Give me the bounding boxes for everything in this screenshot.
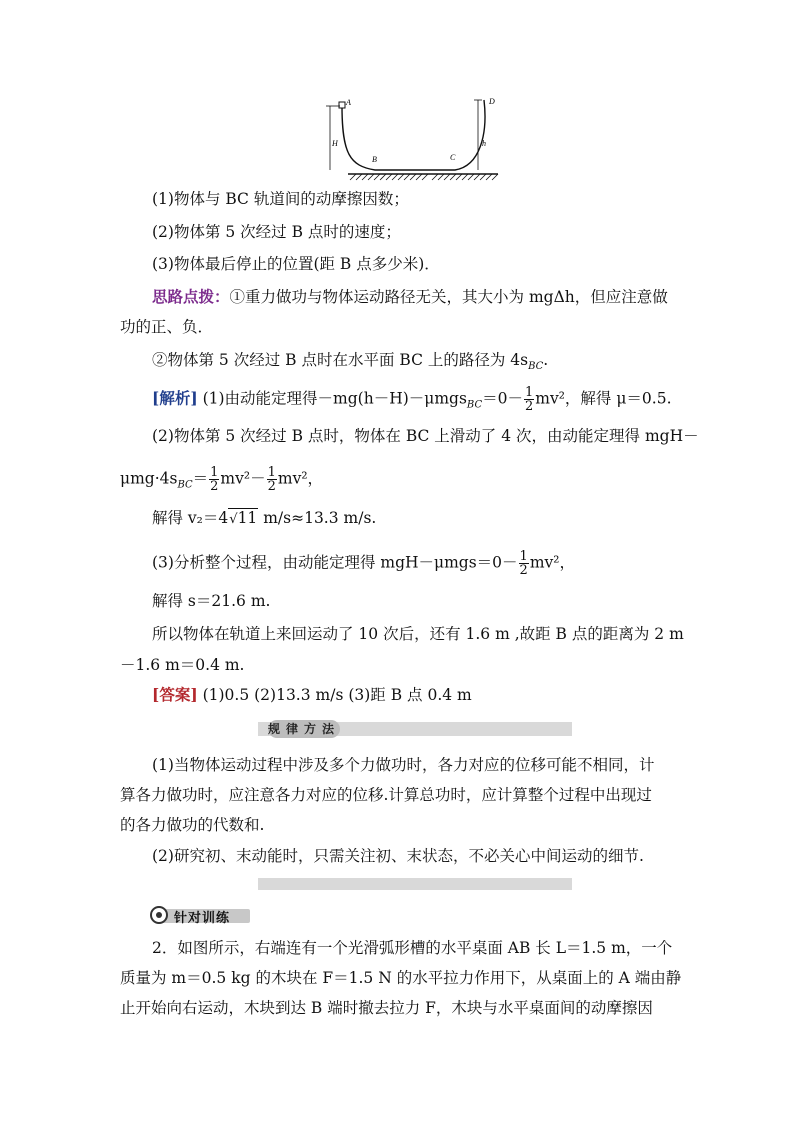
fraction [519, 550, 529, 577]
hint-sub: BC [528, 361, 544, 372]
label-a: A [346, 98, 351, 107]
ground-hatch [350, 174, 428, 180]
track-diagram [320, 94, 510, 186]
hint-line-3 [152, 350, 548, 377]
fraction [267, 466, 277, 493]
frac-num: 1 [524, 385, 534, 400]
question-2: (2)物体第 5 次经过 B 点时的速度； [152, 223, 401, 241]
label-d: D [489, 97, 495, 106]
frac-den: 2 [210, 479, 219, 494]
track-curve [342, 100, 485, 170]
analysis-p3-b: mv²， [529, 553, 575, 572]
hint-label: 思路点拨： [152, 287, 230, 306]
label-c: C [450, 153, 456, 162]
analysis-p2-sub: BC [177, 479, 193, 491]
frac-num: 1 [210, 465, 219, 480]
hint-line-2: 功的正、负． [120, 318, 214, 336]
solve-b: m/s≈13.3 m/s. [258, 509, 377, 527]
sqrt-11 [228, 508, 258, 527]
analysis-p4-line1: 所以物体在轨道上来回运动了 10 次后，还有 1.6 m ,故距 B 点的距离为 2 m [152, 625, 684, 643]
analysis-p3 [152, 550, 575, 577]
solve-a: 解得 v₂＝4 [152, 509, 229, 527]
analysis-p2-b: ＝ [192, 469, 209, 488]
analysis-p2-line2 [120, 466, 323, 496]
analysis-p1 [152, 386, 672, 416]
fraction [524, 386, 534, 413]
training-tag [150, 906, 250, 926]
answer-line [152, 685, 472, 705]
training-line1: 2．如图所示，右端连有一个光滑弧形槽的水平桌面 AB 长 L＝1.5 m，一个 [152, 939, 673, 957]
method-p1-line1: (1)当物体运动过程中涉及多个力做功时，各力对应的位移可能不相同，计 [152, 756, 655, 774]
method-p1-line3: 的各力做功的代数和. [120, 816, 265, 834]
analysis-p2-solve [152, 508, 376, 530]
analysis-p2-a: μmg·4s [120, 469, 178, 488]
hint-end: . [543, 351, 549, 369]
question-3: (3)物体最后停止的位置(距 B 点多少米)． [152, 255, 440, 273]
frac-den: 2 [519, 563, 528, 578]
sqrt-sign: √ [229, 512, 238, 527]
analysis-p1-b: ＝0－ [482, 389, 523, 408]
fraction [209, 466, 219, 493]
analysis-p4-line2: －1.6 m＝0.4 m. [120, 656, 245, 674]
hint-text-3: ②物体第 5 次经过 B 点时在水平面 BC 上的路径为 4s [152, 351, 529, 369]
hint-text-1: ①重力做功与物体运动路径无关，其大小为 mgΔh，但应注意做 [229, 288, 668, 306]
sqrt-val: 11 [237, 509, 258, 527]
analysis-p2-c: mv²－ [220, 469, 266, 488]
question-1: (1)物体与 BC 轨道间的动摩擦因数； [152, 190, 409, 208]
answer-text: (1)0.5 (2)13.3 m/s (3)距 B 点 0.4 m [197, 686, 472, 704]
analysis-p2-line1: (2)物体第 5 次经过 B 点时，物体在 BC 上滑动了 4 次，由动能定理得 mgH－ [152, 427, 699, 445]
label-b: B [372, 155, 377, 164]
training-label: 针对训练 [174, 911, 231, 926]
frac-den: 2 [267, 479, 276, 494]
training-line3: 止开始向右运动，木块到达 B 端时撤去拉力 F，木块与水平桌面间的动摩擦因 [120, 999, 653, 1017]
target-icon [150, 906, 168, 924]
method-p2: (2)研究初、末动能时，只需关注初、末状态，不必关心中间运动的细节. [152, 847, 644, 865]
hint-line-1 [152, 287, 668, 307]
frac-den: 2 [524, 399, 534, 414]
method-p1-line2: 算各力做功时，应注意各力对应的位移.计算总功时，应计算整个过程中出现过 [120, 786, 652, 804]
block-a [339, 102, 345, 108]
analysis-p1-a: (1)由动能定理得－mg(h－H)－μmgs [197, 389, 467, 408]
analysis-p1-sub: BC [466, 399, 483, 411]
training-line2: 质量为 m＝0.5 kg 的木块在 F＝1.5 N 的水平拉力作用下，从桌面上的 A 端由静 [120, 969, 682, 987]
analysis-p3-solve: 解得 s＝21.6 m. [152, 592, 271, 610]
frac-num: 1 [267, 465, 276, 480]
analysis-p3-a: (3)分析整个过程，由动能定理得 mgH－μmgs＝0－ [152, 553, 518, 572]
label-small-h: h [482, 139, 486, 148]
analysis-p1-c: mv²，解得 μ＝0.5. [535, 389, 672, 408]
analysis-label: [解析] [152, 388, 198, 408]
method-end-bar [258, 878, 572, 890]
analysis-p2-d: mv²， [277, 469, 324, 488]
answer-label: [答案] [152, 685, 198, 704]
label-big-h: H [332, 139, 338, 148]
frac-num: 1 [519, 549, 528, 564]
method-banner-title: 规律方法 [268, 722, 341, 736]
